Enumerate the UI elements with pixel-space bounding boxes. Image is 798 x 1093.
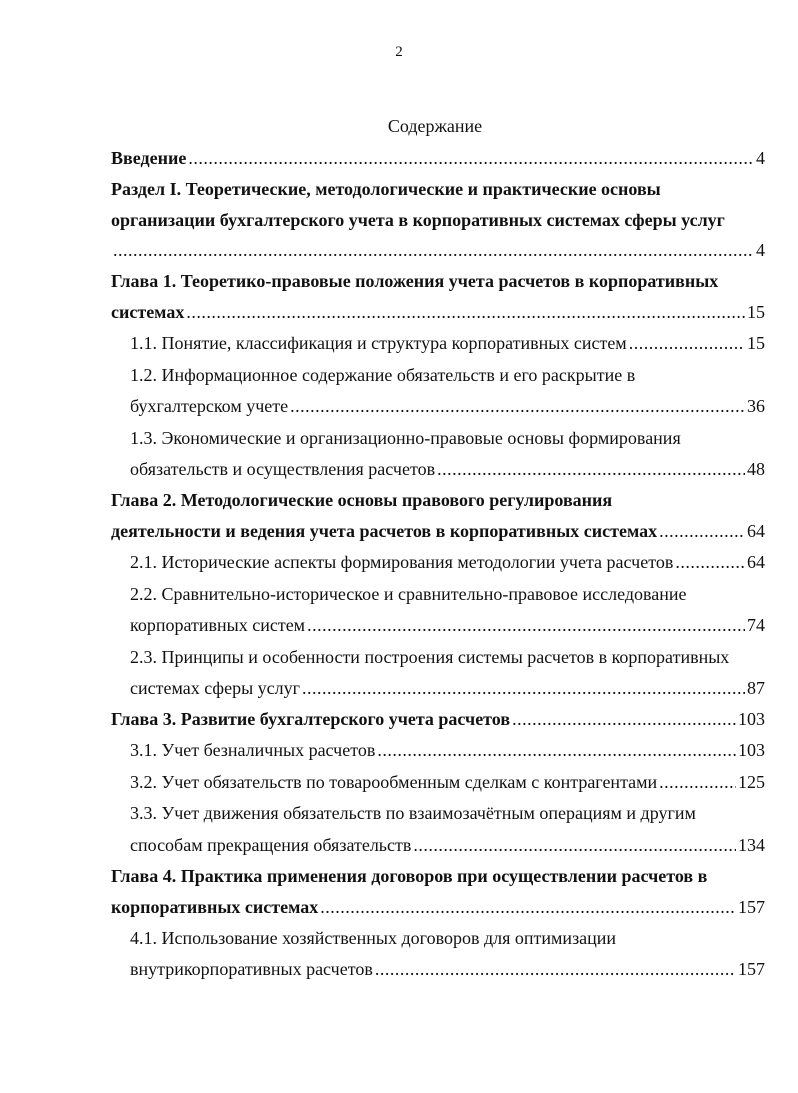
toc-entry-title: 3.3. Учет движения обязательств по взаимозачётным операциям и другим <box>130 803 696 823</box>
toc-entry-title: 3.2. Учет обязательств по товарообменным сделкам с контрагентами <box>130 772 658 792</box>
toc-page-number: 4 <box>756 148 765 168</box>
toc-entry-3-1[interactable] <box>130 740 765 760</box>
toc-entry-title: внутрикорпоративных расчетов <box>130 959 373 979</box>
toc-page-number: 15 <box>747 333 765 353</box>
toc-entry-title: обязательств и осуществления расчетов <box>130 459 436 479</box>
toc-entry-title: Раздел I. Теоретические, методологические и практические основы <box>111 179 661 199</box>
toc-page-number: 134 <box>738 835 765 855</box>
toc-entry-title: Глава 2. Методологические основы правового регулирования <box>111 490 613 510</box>
toc-entry-title: 1.2. Информационное содержание обязательств и его раскрытие в <box>130 365 636 385</box>
toc-entry-3-3-line1[interactable] <box>130 803 696 823</box>
toc-page-number: 64 <box>747 521 765 541</box>
toc-entry-title: 1.3. Экономические и организационно-правовые основы формирования <box>130 428 681 448</box>
toc-entry-chapter-3[interactable] <box>111 709 765 729</box>
toc-entry-title: системах <box>111 302 185 322</box>
page-title: Содержание <box>387 116 483 136</box>
toc-entry-title: Глава 1. Теоретико-правовые положения учета расчетов в корпоративных <box>111 271 719 291</box>
toc-page-number: 64 <box>747 552 765 572</box>
toc-entry-introduction[interactable] <box>111 148 765 168</box>
toc-entry-2-2-line1[interactable] <box>130 584 686 604</box>
toc-entry-title: системах сферы услуг <box>130 678 301 698</box>
toc-entry-title: деятельности и ведения учета расчетов в корпоративных системах <box>111 521 658 541</box>
toc-entry-4-1-line2[interactable] <box>130 959 765 979</box>
toc-page-number: 74 <box>747 615 765 635</box>
leader-dots <box>377 740 736 760</box>
toc-entry-title: Введение <box>111 148 187 168</box>
toc-entry-3-2[interactable] <box>130 772 765 792</box>
toc-entry-2-3-line2[interactable] <box>130 678 765 698</box>
toc-entry-1-3-line2[interactable] <box>130 459 765 479</box>
toc-page-number: 157 <box>738 897 765 917</box>
toc-entry-title: 1.1. Понятие, классификация и структура корпоративных систем <box>130 333 627 353</box>
toc-entry-chapter-1-line2[interactable] <box>111 302 765 322</box>
toc-page-number: 48 <box>747 459 765 479</box>
toc-entry-chapter-4-line2[interactable] <box>111 897 765 917</box>
toc-entry-title: способам прекращения обязательств <box>130 835 412 855</box>
toc-entry-title: 2.2. Сравнительно-историческое и сравнительно-правовое исследование <box>130 584 687 604</box>
toc-page-number: 103 <box>738 740 765 760</box>
toc-entry-1-2-line1[interactable] <box>130 365 635 385</box>
toc-entry-title: организации бухгалтерского учета в корпоративных системах сферы услуг <box>111 210 725 230</box>
leader-dots <box>290 396 745 416</box>
toc-entry-2-2-line2[interactable] <box>130 615 765 635</box>
leader-dots <box>512 709 736 729</box>
toc-entry-2-3-line1[interactable] <box>130 647 729 667</box>
toc-entry-title: 4.1. Использование хозяйственных договоров для оптимизации <box>130 928 617 948</box>
leader-dots <box>302 678 745 698</box>
toc-entry-chapter-1-line1[interactable] <box>111 271 718 291</box>
leader-dots <box>113 240 754 260</box>
toc-entry-title: 2.1. Исторические аспекты формирования методологии учета расчетов <box>130 552 674 572</box>
toc-entry-3-3-line2[interactable] <box>130 835 765 855</box>
toc-entry-section-1-line2[interactable] <box>111 210 725 230</box>
leader-dots <box>659 772 736 792</box>
toc-page-number: 4 <box>756 240 765 260</box>
toc-entry-1-1[interactable] <box>130 333 765 353</box>
toc-page-number: 103 <box>738 709 765 729</box>
toc-entry-title: 3.1. Учет безналичных расчетов <box>130 740 376 760</box>
toc-entry-section-1-line3[interactable] <box>111 240 765 260</box>
toc-page-number: 36 <box>747 396 765 416</box>
page-number: 2 <box>395 44 403 60</box>
leader-dots <box>375 959 736 979</box>
leader-dots <box>413 835 736 855</box>
toc-entry-title: корпоративных систем <box>130 615 306 635</box>
toc-page-number: 157 <box>738 959 765 979</box>
toc-entry-section-1-line1[interactable] <box>111 179 661 199</box>
leader-dots <box>675 552 745 572</box>
toc-entry-chapter-4-line1[interactable] <box>111 866 707 886</box>
leader-dots <box>188 148 754 168</box>
toc-entry-title: Глава 4. Практика применения договоров при осуществлении расчетов в <box>111 866 708 886</box>
leader-dots <box>437 459 745 479</box>
toc-page-number: 87 <box>747 678 765 698</box>
toc-entry-title: 2.3. Принципы и особенности построения системы расчетов в корпоративных <box>130 647 730 667</box>
toc-entry-chapter-2-line1[interactable] <box>111 490 612 510</box>
toc-page-number: 125 <box>738 772 765 792</box>
toc-entry-title: Глава 3. Развитие бухгалтерского учета расчетов <box>111 709 511 729</box>
leader-dots <box>629 333 745 353</box>
toc-entry-title: корпоративных системах <box>111 897 319 917</box>
toc-entry-title: бухгалтерском учете <box>130 396 289 416</box>
leader-dots <box>659 521 745 541</box>
toc-entry-1-2-line2[interactable] <box>130 396 765 416</box>
leader-dots <box>320 897 736 917</box>
toc-entry-2-1[interactable] <box>130 552 765 572</box>
toc-entry-chapter-2-line2[interactable] <box>111 521 765 541</box>
toc-entry-1-3-line1[interactable] <box>130 428 681 448</box>
leader-dots <box>186 302 745 322</box>
toc-entry-4-1-line1[interactable] <box>130 928 616 948</box>
leader-dots <box>307 615 745 635</box>
toc-page-number: 15 <box>747 302 765 322</box>
